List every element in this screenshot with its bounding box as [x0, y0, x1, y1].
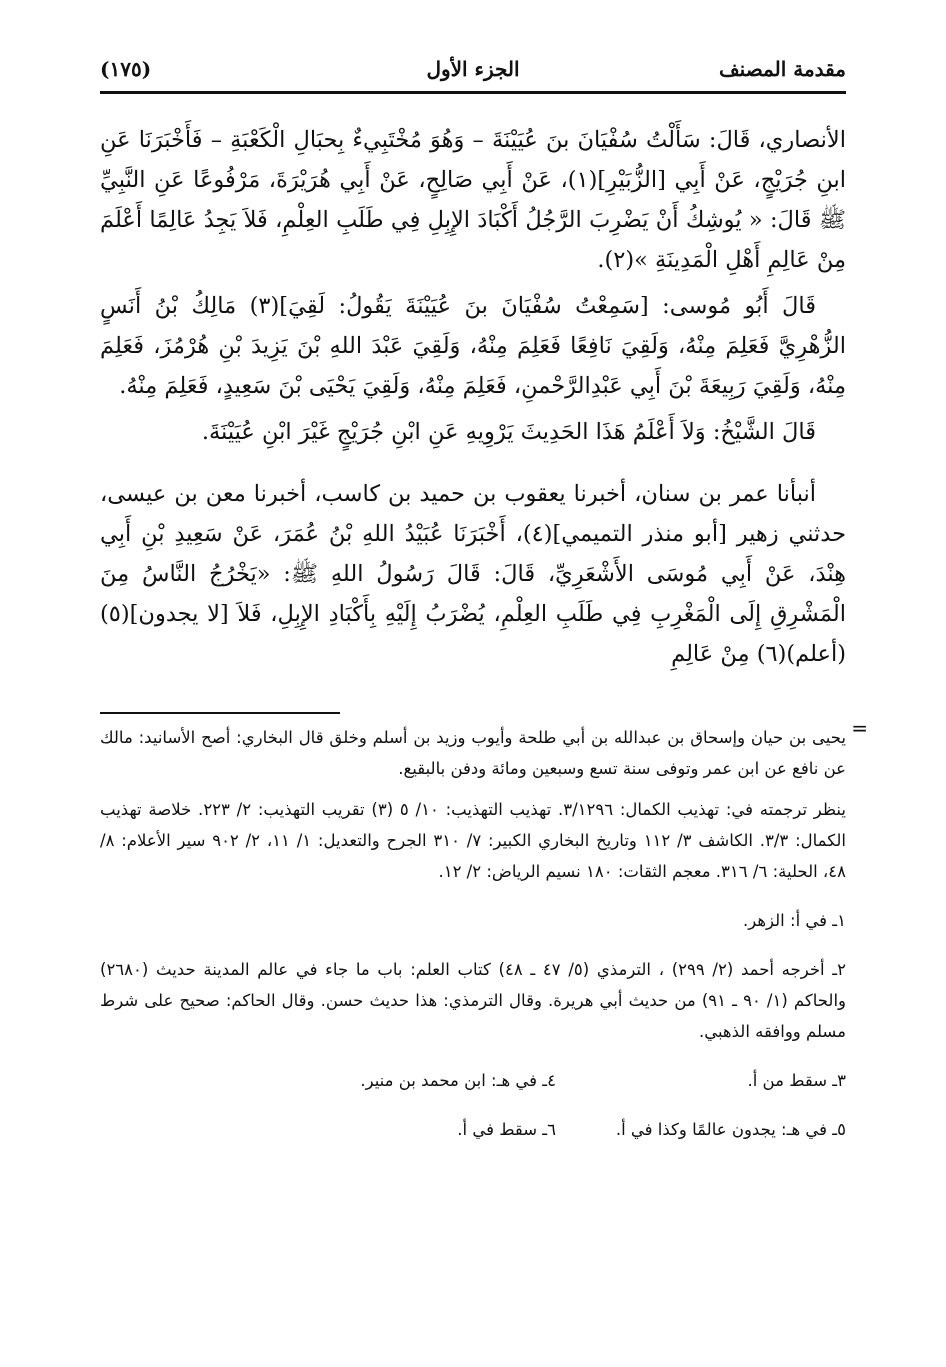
header-rule: [100, 91, 846, 94]
volume-label: الجزء الأول: [426, 57, 520, 81]
footnote-3: ٣ـ سقط من أ.: [747, 1071, 846, 1090]
running-header: [100, 52, 846, 86]
page-number: (١٧٥): [100, 57, 152, 81]
footnote-row-3-4: [100, 1065, 846, 1096]
footnote-5: ٥ـ في هـ: يجدون عالمًا وكذا في أ.: [615, 1120, 846, 1139]
footnotes: [100, 722, 846, 1145]
footnote-row-5-6: [100, 1114, 846, 1145]
footnote-continuation-2: ينظر ترجمته في: تهذيب الكمال: ٣/١٢٩٦. تهذيب التهذيب: ١٠/ ٥ (٣) تقريب التهذيب: ٢/ ٢٢٣. خلاصة تهذيب الكمال: ٣/٣. الكاشف ٣/ ١١٢ وتاريخ البخاري الكبير: ٧/ ٣١٠ الجرح والتعديل: ١/ ١١، ٢/ ٩٠٢ سير الأعلام: ٨/ ٤٨، الحلية: ٦/ ٣١٦. معجم الثقات: ١٨٠ نسيم الرياض: ٢/ ١٢.: [100, 800, 847, 881]
footnote-separator: [100, 712, 340, 714]
continuation-mark: =: [851, 716, 868, 740]
main-text: [100, 120, 846, 680]
paragraph-2: قَالَ أَبُو مُوسى: [سَمِعْتُ سُفْيَانَ بنَ عُيَيْنَةَ يَقُولُ: لَقِيَ](٣) مَالِكُ بْنُ أَنَسٍ الزُّهْرِيَّ فَعَلِمَ مِنْهُ، وَلَقِيَ نَافِعًا فَعَلِمَ مِنْهُ، وَلَقِيَ عَبْدَ اللهِ بْنَ يَزِيدَ بْنِ هُرْمُزَ، فَعَلِمَ مِنْهُ، وَلَقِيَ رَبِيعَةَ بْنَ أَبِي عَبْدِالرَّحْمنِ، فَعَلِمَ مِنْهُ، وَلَقِيَ يَحْيَى بْنَ سَعِيدٍ، فَعَلِمَ مِنْهُ.: [100, 293, 846, 399]
paragraph-4: أنبأنا عمر بن سنان، أخبرنا يعقوب بن حميد بن كاسب، أخبرنا معن بن عيسى، حدثني زهير [أبو منذر التميمي](٤)، أَخْبَرَنَا عُبَيْدُ اللهِ بْنُ عُمَرَ، عَنْ سَعِيدِ بْنِ أَبِي هِنْدَ، عَنْ أَبِي مُوسَى الأَشْعَرِيِّ، قَالَ: قَالَ رَسُولُ اللهِ ﷺ: «يَخْرُجُ النَّاسُ مِنَ الْمَشْرِقِ إِلَى الْمَغْرِبِ فِي طَلَبِ العِلْمِ، يُضْرَبُ إِلَيْهِ بِأَكْبَادِ الإِبِلِ، فَلاَ [لا يجدون](٥) (أعلم)(٦) مِنْ عَالِمِ: [100, 481, 846, 667]
paragraph-3: قَالَ الشَّيْخُ: وَلاَ أَعْلَمُ هَذَا الحَدِيثَ يَرْوِيهِ عَنِ ابْنِ جُرَيْجٍ غَيْرَ ابْنِ عُيَيْنَةَ.: [201, 419, 816, 445]
paragraph-1: الأنصاري، قَالَ: سَأَلْتُ سُفْيَانَ بنَ عُيَيْنَةَ – وَهُوَ مُخْتَبِيءٌ بِحبَالِ الْكَعْبَةِ – فَأَخْبَرَنَا عَنِ ابنِ جُرَيْجٍ، عَنْ أَبِي [الزُّبَيْرِ](١)، عَنْ أَبِي صَالِحٍ، عَنْ أَبِي هُرَيْرَةَ، مَرْفُوعًا عَنِ النَّبِيِّ ﷺ قَالَ: « يُوشِكُ أَنْ يَضْرِبَ الرَّجُلُ أَكْبَادَ الإِبِلِ فِي طَلَبِ العِلْمِ، فَلاَ يَجِدُ عَالِمًا أَعْلَمَ مِنْ عَالِمِ أَهْلِ الْمَدِينَةِ »(٢).: [100, 127, 847, 273]
chapter-title: مقدمة المصنف: [718, 57, 846, 81]
footnote-4: ٤ـ في هـ: ابن محمد بن منير.: [360, 1071, 556, 1090]
footnote-continuation-1: يحيى بن حيان وإسحاق بن عبدالله بن أبي طلحة وأيوب وزيد بن أسلم وخلق قال البخاري: أصح الأسانيد: مالك عن نافع عن ابن عمر وتوفى سنة تسع وسبعين ومائة ودفن بالبقيع.: [100, 728, 846, 778]
footnote-2: ٢ـ أخرجه أحمد (٢/ ٢٩٩) ، الترمذي (٥/ ٤٧ ـ ٤٨) كتاب العلم: باب ما جاء في عالم المدينة حديث (٢٦٨٠) والحاكم (١/ ٩٠ ـ ٩١) من حديث أبي هريرة. وقال الترمذي: هذا حديث حسن. وقال الحاكم: صحيح على شرط مسلم ووافقه الذهبي.: [100, 960, 846, 1041]
footnote-1: ١ـ في أ: الزهر.: [743, 911, 846, 930]
footnote-6: ٦ـ سقط في أ.: [457, 1120, 556, 1139]
